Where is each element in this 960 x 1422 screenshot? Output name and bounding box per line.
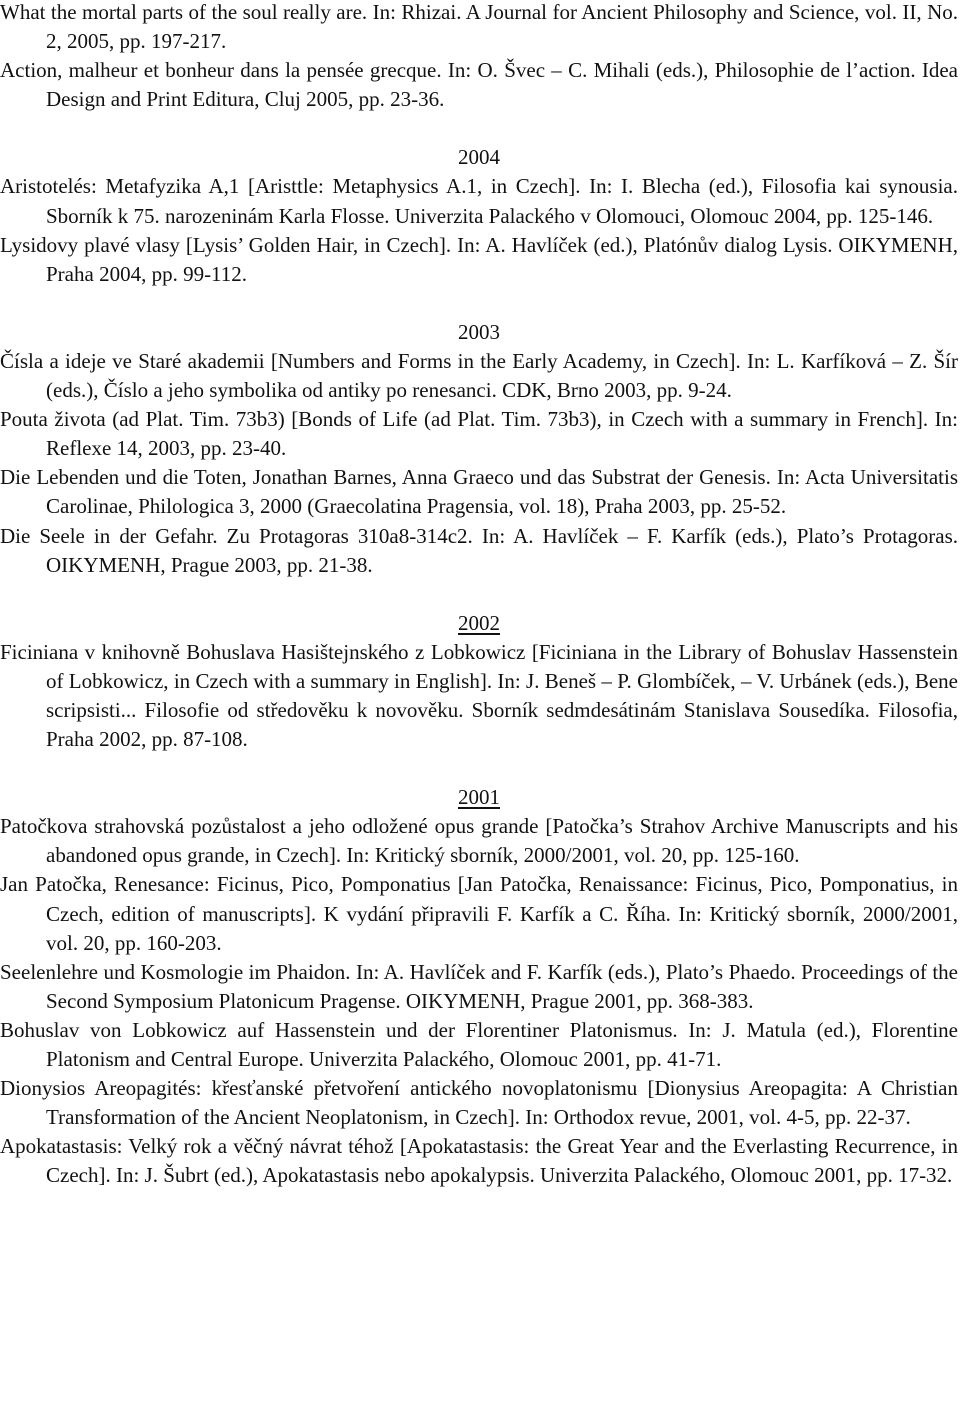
bibliography-entry: Jan Patočka, Renesance: Ficinus, Pico, Pomponatius [Jan Patočka, Renaissance: Ficinus, Pico, Pomponatius, in Czech, edition of manuscripts]. K vydání připravili F. Karfík a C. Říha. In: Kritický sborník, 2000/2001, vol. 20, pp. 160-203. xyxy=(0,872,958,955)
bibliography-entry: Die Seele in der Gefahr. Zu Protagoras 310a8-314c2. In: A. Havlíček – F. Karfík (eds.), Plato’s Protagoras. OIKYMENH, Prague 2003, pp. 21-38. xyxy=(0,523,958,577)
bibliography-entry: Aristotelés: Metafyzika A,1 [Aristtle: Metaphysics A.1, in Czech]. In: I. Blecha (ed.), Filosofia kai synousia. Sborník k 75. narozeninám Karla Flosse. Univerzita Palackého v Olomouci, Olomouc 2004, pp. 125-146. xyxy=(0,174,958,228)
bibliography-entry: Patočkova strahovská pozůstalost a jeho odložené opus grande [Patočka’s Strahov Archive Manuscripts and his abandoned opus grande, in Czech]. In: Kritický sborník, 2000/2001, vol. 20, pp. 125-160. xyxy=(0,814,958,868)
bibliography-entry: Čísla a ideje ve Staré akademii [Numbers and Forms in the Early Academy, in Czech]. In: L. Karfíková – Z. Šír (eds.), Číslo a jeho symbolika od antiky po renesanci. CDK, Brno 2003, pp. 9-24. xyxy=(0,348,958,403)
bibliography-entry: Pouta života (ad Plat. Tim. 73b3) [Bonds of Life (ad Plat. Tim. 73b3), in Czech with a summary in French]. In: Reflexe 14, 2003, pp. 23-40. xyxy=(0,407,958,461)
bibliography-entry: Bohuslav von Lobkowicz auf Hassenstein und der Florentiner Platonismus. In: J. Matula (ed.), Florentine Platonism and Central Europe. Univerzita Palackého, Olomouc 2001, pp. 41-71. xyxy=(0,1017,958,1071)
year-heading-2003: 2003 xyxy=(458,319,500,344)
year-heading-2002: 2002 xyxy=(458,610,500,635)
bibliography-entry: Die Lebenden und die Toten, Jonathan Barnes, Anna Graeco und das Substrat der Genesis. In: Acta Universitatis Carolinae, Philologica 3, 2000 (Graecolatina Pragensia, vol. 18), Praha 2003, pp. 25-52. xyxy=(0,465,958,519)
bibliography-entry: Ficiniana v knihovně Bohuslava Hasištejnského z Lobkowicz [Ficiniana in the Library of Bohuslav Hassenstein of Lobkowicz, in Czech with a summary in English]. In: J. Beneš – P. Glombíček, – V. Urbánek (eds.), Bene scripsisti... Filosofie od středověku k novověku. Sborník sedmdesátinám Stanislava Sousedíka. Filosofia, Praha 2002, pp. 87-108. xyxy=(0,639,958,752)
bibliography-entry: Action, malheur et bonheur dans la pensée grecque. In: O. Švec – C. Mihali (eds.), Philosophie de l’action. Idea Design and Print Editura, Cluj 2005, pp. 23-36. xyxy=(0,58,958,112)
bibliography-entry: What the mortal parts of the soul really are. In: Rhizai. A Journal for Ancient Philosophy and Science, vol. II, No. 2, 2005, pp. 197-217. xyxy=(0,0,958,54)
bibliography-entry: Lysidovy plavé vlasy [Lysis’ Golden Hair, in Czech]. In: A. Havlíček (ed.), Platónův dialog Lysis. OIKYMENH, Praha 2004, pp. 99-112. xyxy=(0,232,958,286)
bibliography-entry: Dionysios Areopagités: křesťanské přetvoření antického novoplatonismu [Dionysius Areopagita: A Christian Transformation of the Ancient Neoplatonism, in Czech]. In: Orthodox revue, 2001, vol. 4-5, pp. 22-37. xyxy=(0,1076,958,1130)
year-heading-2001: 2001 xyxy=(458,785,500,810)
bibliography-entry: Apokatastasis: Velký rok a věčný návrat téhož [Apokatastasis: the Great Year and the Everlasting Recurrence, in Czech]. In: J. Šubrt (ed.), Apokatastasis nebo apokalypsis. Univerzita Palackého, Olomouc 2001, pp. 17-32. xyxy=(0,1134,958,1188)
bibliography-entry: Seelenlehre und Kosmologie im Phaidon. In: A. Havlíček and F. Karfík (eds.), Plato’s Phaedo. Proceedings of the Second Symposium Platonicum Pragense. OIKYMENH, Prague 2001, pp. 368-383. xyxy=(0,959,958,1013)
year-heading-2004: 2004 xyxy=(458,145,500,170)
